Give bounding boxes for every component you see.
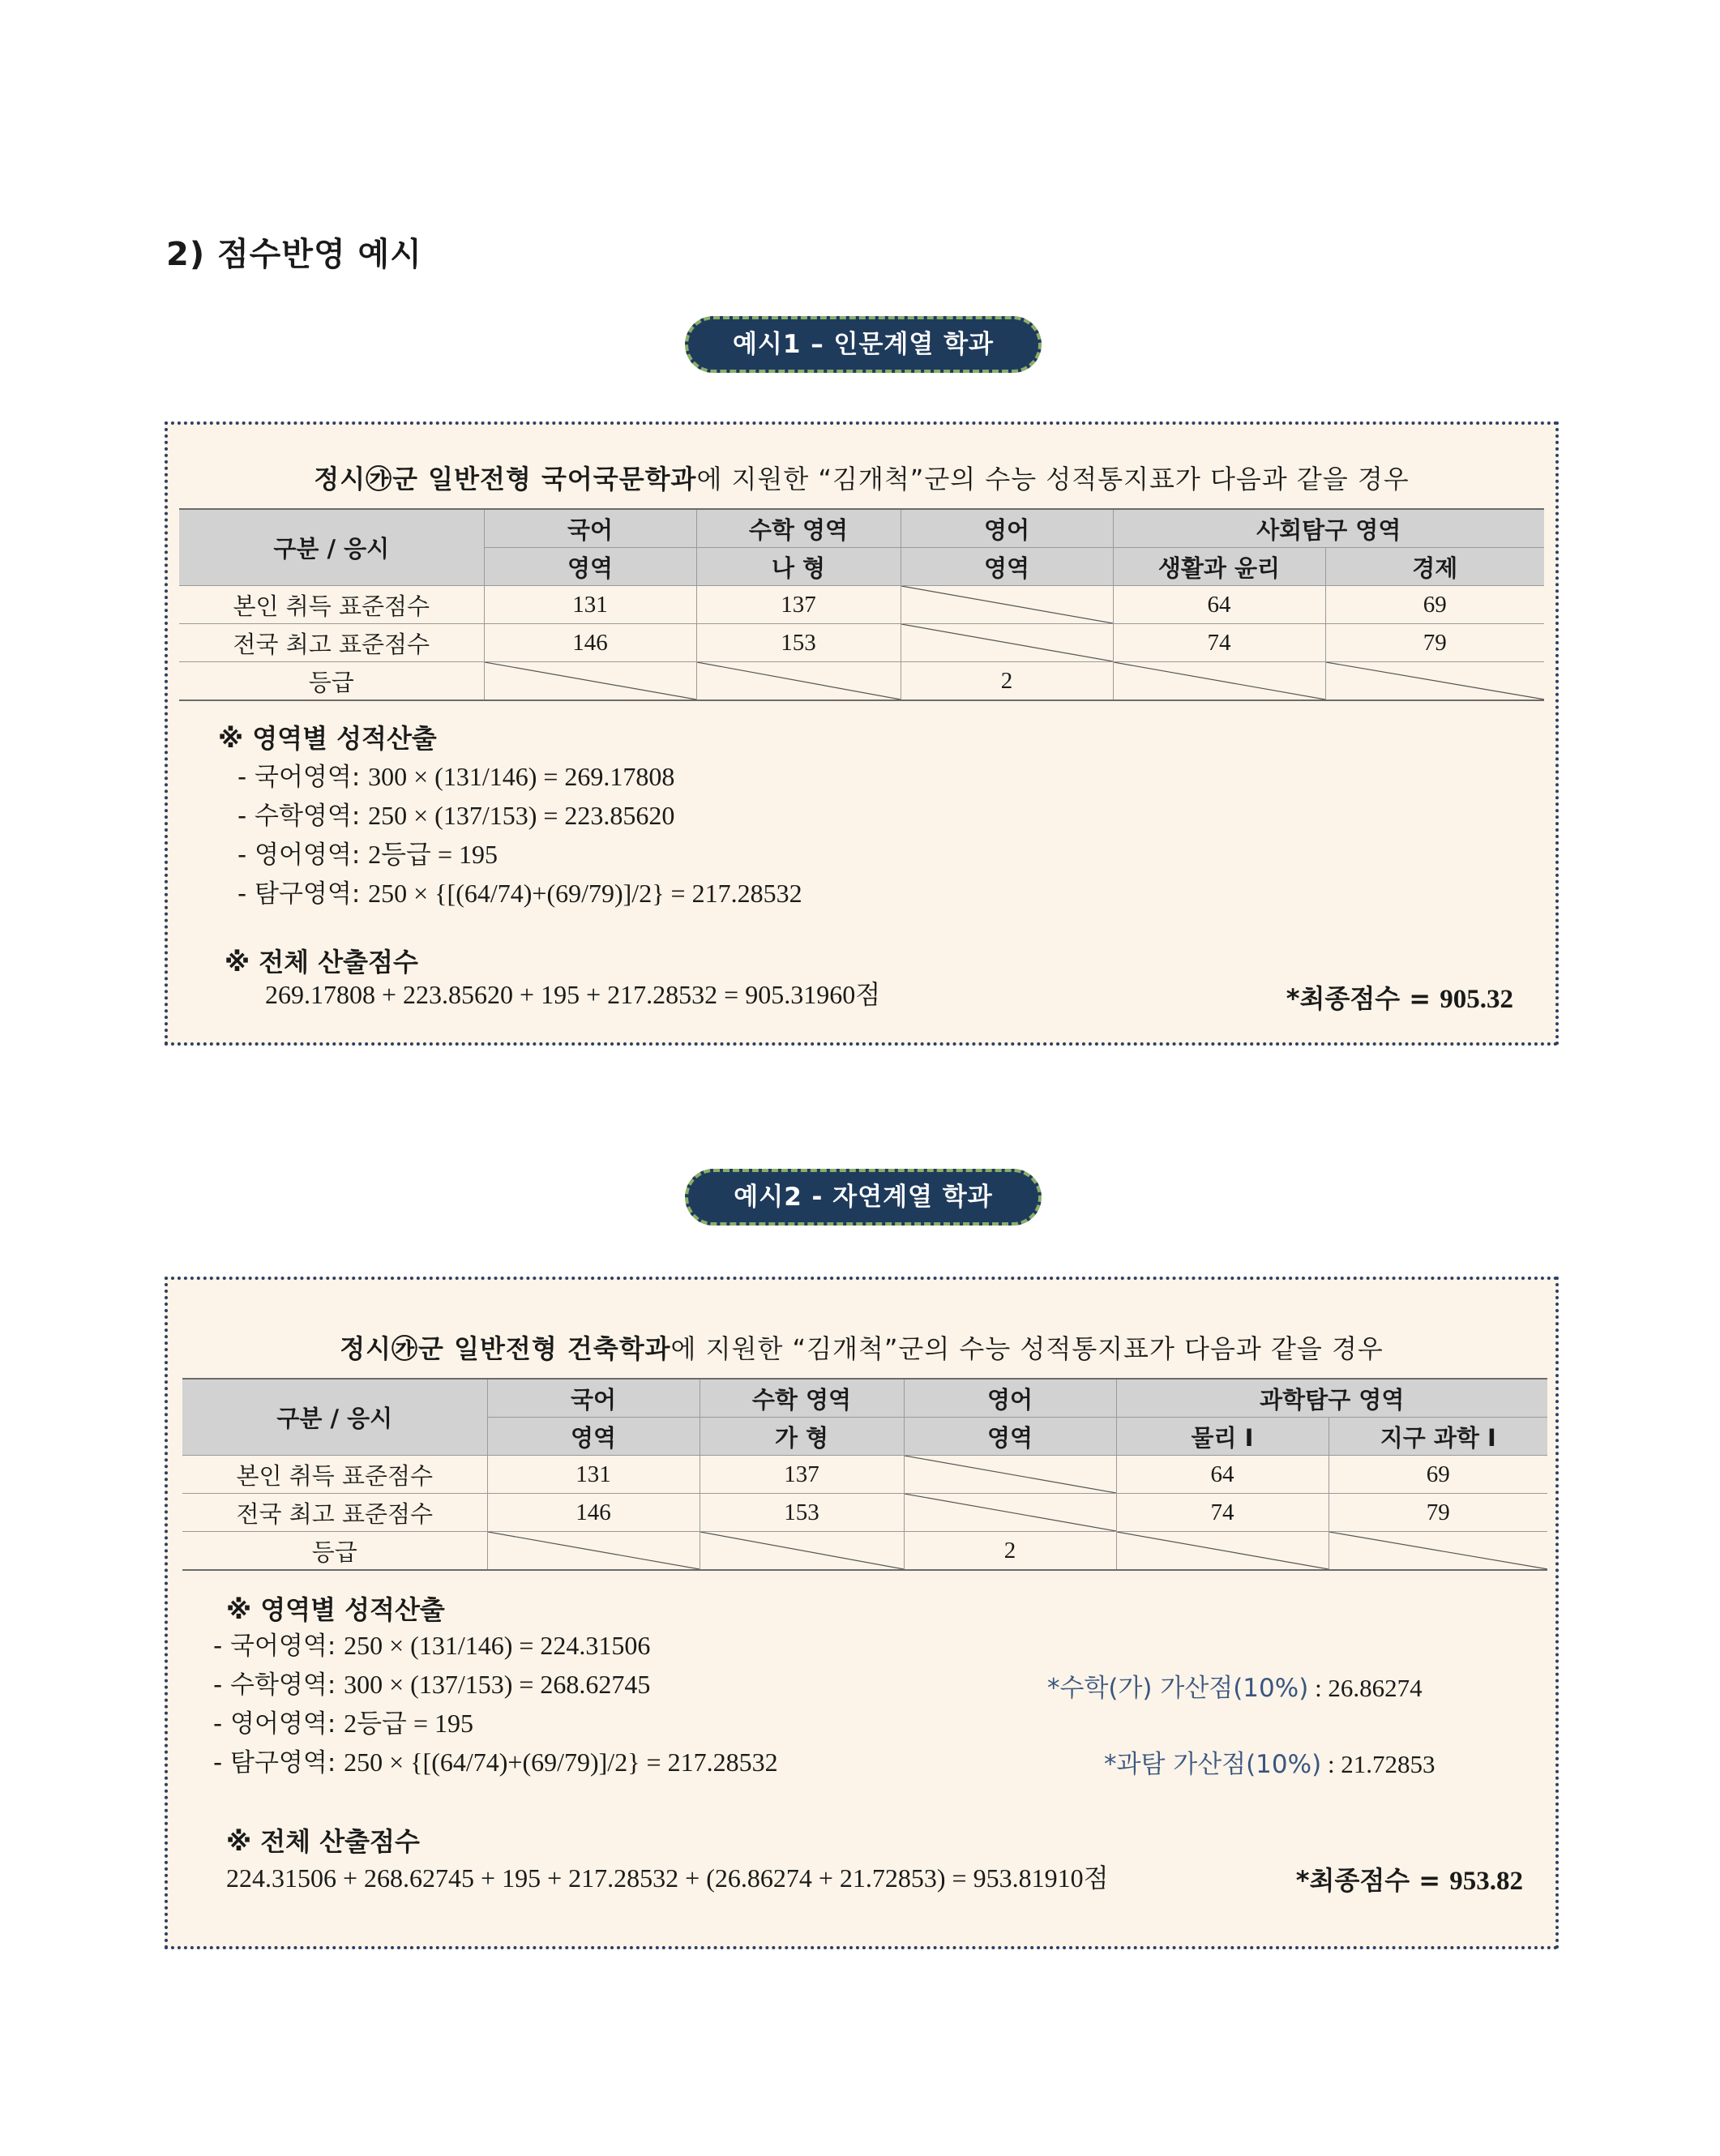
example2-row-grade-math-empty: [700, 1532, 904, 1571]
example1-calc-line: [237, 797, 802, 836]
example1-header-korean-1: 국어: [484, 509, 696, 548]
example2-row-my-inquiry-b: 69: [1329, 1456, 1547, 1494]
example2-total-heading: ※ 전체 산출점수: [226, 1826, 420, 1857]
example2-pill-label: 예시2 - 자연계열 학과: [685, 1169, 1042, 1226]
example2-calc-expr: 2등급 = 195: [344, 1709, 473, 1738]
example2-row-my-korean: 131: [487, 1456, 700, 1494]
example2-bonus-inquiry: [1104, 1743, 1435, 1780]
example1-corner-header: 구분 / 응시: [179, 509, 484, 586]
example1-row-max-korean: 146: [484, 624, 696, 662]
example2-row-grade-english: 2: [904, 1532, 1116, 1571]
example2-bonus-inquiry-value: : 21.72853: [1321, 1750, 1435, 1778]
example1-row-grade-math-empty: [696, 662, 901, 701]
example2-calc-label: - 수학영역:: [213, 1670, 344, 1700]
example2-row-max-korean: 146: [487, 1494, 700, 1532]
example2-bonus-inquiry-label: *과탐 가산점(10%): [1104, 1750, 1322, 1779]
example1-pill-label: 예시1 – 인문계열 학과: [685, 316, 1042, 373]
example2-calc-expr: 250 × {[(64/74)+(69/79)]/2} = 217.28532: [344, 1747, 778, 1777]
example1-row-grade-inquiry-a-empty: [1113, 662, 1325, 701]
example2-header-math-2: 가 형: [700, 1418, 904, 1456]
example1-total-expr-text: 269.17808 + 223.85620 + 195 + 217.28532 = 905.31960점: [265, 980, 881, 1009]
example1-intro-bold: 정시㉮군 일반전형 국어국문학과: [314, 464, 697, 494]
example2-row-max-math: 153: [700, 1494, 904, 1532]
example1-calc-label: - 국어영역:: [237, 763, 369, 792]
example2-calc-label: - 영어영역:: [213, 1709, 344, 1739]
example1-row-max-inquiry-b: 79: [1325, 624, 1544, 662]
example1-header-english-2: 영역: [901, 548, 1113, 586]
example1-intro: [168, 459, 1555, 496]
example1-row-grade-label: 등급: [179, 662, 484, 701]
example1-calc-expr: 250 × {[(64/74)+(69/79)]/2} = 217.28532: [368, 879, 802, 908]
example1-calc-list: [237, 758, 802, 913]
example2-row-max-inquiry-a: 74: [1116, 1494, 1329, 1532]
example2-calc-heading: ※ 영역별 성적산출: [226, 1594, 445, 1625]
example2-row-grade-korean-empty: [487, 1532, 700, 1571]
example2-final-score: [1296, 1860, 1523, 1897]
example2-bonus-math-label: *수학(가) 가산점(10%): [1047, 1674, 1309, 1703]
example2-row-grade-inquiry-a-empty: [1116, 1532, 1329, 1571]
example1-row-grade-english: 2: [901, 662, 1113, 701]
example1-calc-line: [237, 875, 802, 913]
example2-calc-line: [213, 1743, 778, 1782]
example2-row-grade-label: 등급: [182, 1532, 487, 1571]
example1-calc-heading: ※ 영역별 성적산출: [218, 723, 437, 754]
example2-row-my-label: 본인 취득 표준점수: [182, 1456, 487, 1494]
example2-score-table: [182, 1378, 1547, 1571]
example1-calc-line: [237, 758, 802, 797]
example1-row-my-inquiry-b: 69: [1325, 586, 1544, 624]
example2-final-value: 953.82: [1449, 1867, 1523, 1896]
example1-row-my-math: 137: [696, 586, 901, 624]
example1-header-inquiry-a: 생활과 윤리: [1113, 548, 1325, 586]
example1-calc-label: - 수학영역:: [237, 802, 369, 831]
example1-row-max-english-empty: [901, 624, 1113, 662]
example1-row-max-math: 153: [696, 624, 901, 662]
example2-calc-list: [213, 1627, 778, 1782]
example2-total-expr-text: 224.31506 + 268.62745 + 195 + 217.28532 + (26.86274 + 21.72853) = 953.81910점: [226, 1863, 1109, 1893]
example2-calc-line: [213, 1666, 778, 1705]
example1-row-my-english-empty: [901, 586, 1113, 624]
example2-row-max-label: 전국 최고 표준점수: [182, 1494, 487, 1532]
example1-row-my-korean: 131: [484, 586, 696, 624]
example2-header-inquiry-a: 물리 I: [1116, 1418, 1329, 1456]
example1-calc-expr: 300 × (131/146) = 269.17808: [368, 762, 675, 791]
example1-header-korean-2: 영역: [484, 548, 696, 586]
example2-calc-expr: 250 × (131/146) = 224.31506: [344, 1631, 651, 1660]
example1-header-english-1: 영어: [901, 509, 1113, 548]
example1-intro-rest: 에 지원한 “김개척”군의 수능 성적통지표가 다음과 같을 경우: [696, 464, 1410, 494]
example2-intro: [168, 1328, 1555, 1366]
example1-score-table: [179, 508, 1544, 701]
example1-row-my-label: 본인 취득 표준점수: [179, 586, 484, 624]
example2-calc-label: - 탐구영역:: [213, 1748, 344, 1777]
example1-row-max-label: 전국 최고 표준점수: [179, 624, 484, 662]
example2-header-korean-2: 영역: [487, 1418, 700, 1456]
example2-row-max-english-empty: [904, 1494, 1116, 1532]
example1-header-math-2: 나 형: [696, 548, 901, 586]
example2-row-my-inquiry-a: 64: [1116, 1456, 1329, 1494]
example2-corner-header: 구분 / 응시: [182, 1379, 487, 1456]
example1-header-math-1: 수학 영역: [696, 509, 901, 548]
example2-intro-rest: 에 지원한 “김개척”군의 수능 성적통지표가 다음과 같을 경우: [670, 1333, 1384, 1364]
example2-bonus-math: [1047, 1667, 1423, 1704]
example1-final-label: *최종점수 =: [1286, 983, 1440, 1014]
example2-header-english-2: 영역: [904, 1418, 1116, 1456]
example1-final-score: [1286, 978, 1513, 1016]
example1-total-heading: ※ 전체 산출점수: [225, 947, 418, 977]
example1-calc-expr: 2등급 = 195: [368, 840, 498, 869]
example2-total-expr: [226, 1859, 1109, 1898]
example2-calc-line: [213, 1627, 778, 1666]
example1-calc-label: - 영어영역:: [237, 841, 369, 870]
example2-row-my-english-empty: [904, 1456, 1116, 1494]
example2-header-korean-1: 국어: [487, 1379, 700, 1418]
example2-row-max-inquiry-b: 79: [1329, 1494, 1547, 1532]
section-title: 2) 점수반영 예시: [166, 236, 422, 273]
example1-header-inquiry-b: 경제: [1325, 548, 1544, 586]
example2-bonus-math-value: : 26.86274: [1308, 1674, 1423, 1702]
example1-header-inquiry: 사회탐구 영역: [1113, 509, 1544, 548]
example2-box: [165, 1277, 1559, 1949]
example1-calc-expr: 250 × (137/153) = 223.85620: [368, 801, 675, 830]
example2-header-english-1: 영어: [904, 1379, 1116, 1418]
example2-final-label: *최종점수 =: [1295, 1865, 1450, 1896]
example2-intro-bold: 정시㉮군 일반전형 건축학과: [340, 1333, 671, 1364]
example2-calc-expr: 300 × (137/153) = 268.62745: [344, 1670, 651, 1699]
example1-row-grade-korean-empty: [484, 662, 696, 701]
example2-header-inquiry: 과학탐구 영역: [1116, 1379, 1547, 1418]
example2-header-math-1: 수학 영역: [700, 1379, 904, 1418]
example1-calc-label: - 탐구영역:: [237, 879, 369, 909]
example2-row-grade-inquiry-b-empty: [1329, 1532, 1547, 1571]
example2-calc-line: [213, 1705, 778, 1743]
example1-total-expr: [265, 976, 880, 1015]
example2-calc-label: - 국어영역:: [213, 1632, 344, 1661]
example1-box: [165, 421, 1559, 1046]
example1-row-grade-inquiry-b-empty: [1325, 662, 1544, 701]
example1-final-value: 905.32: [1440, 985, 1513, 1014]
example2-header-inquiry-b: 지구 과학 I: [1329, 1418, 1547, 1456]
example1-row-max-inquiry-a: 74: [1113, 624, 1325, 662]
example2-row-my-math: 137: [700, 1456, 904, 1494]
example1-calc-line: [237, 836, 802, 875]
example1-row-my-inquiry-a: 64: [1113, 586, 1325, 624]
